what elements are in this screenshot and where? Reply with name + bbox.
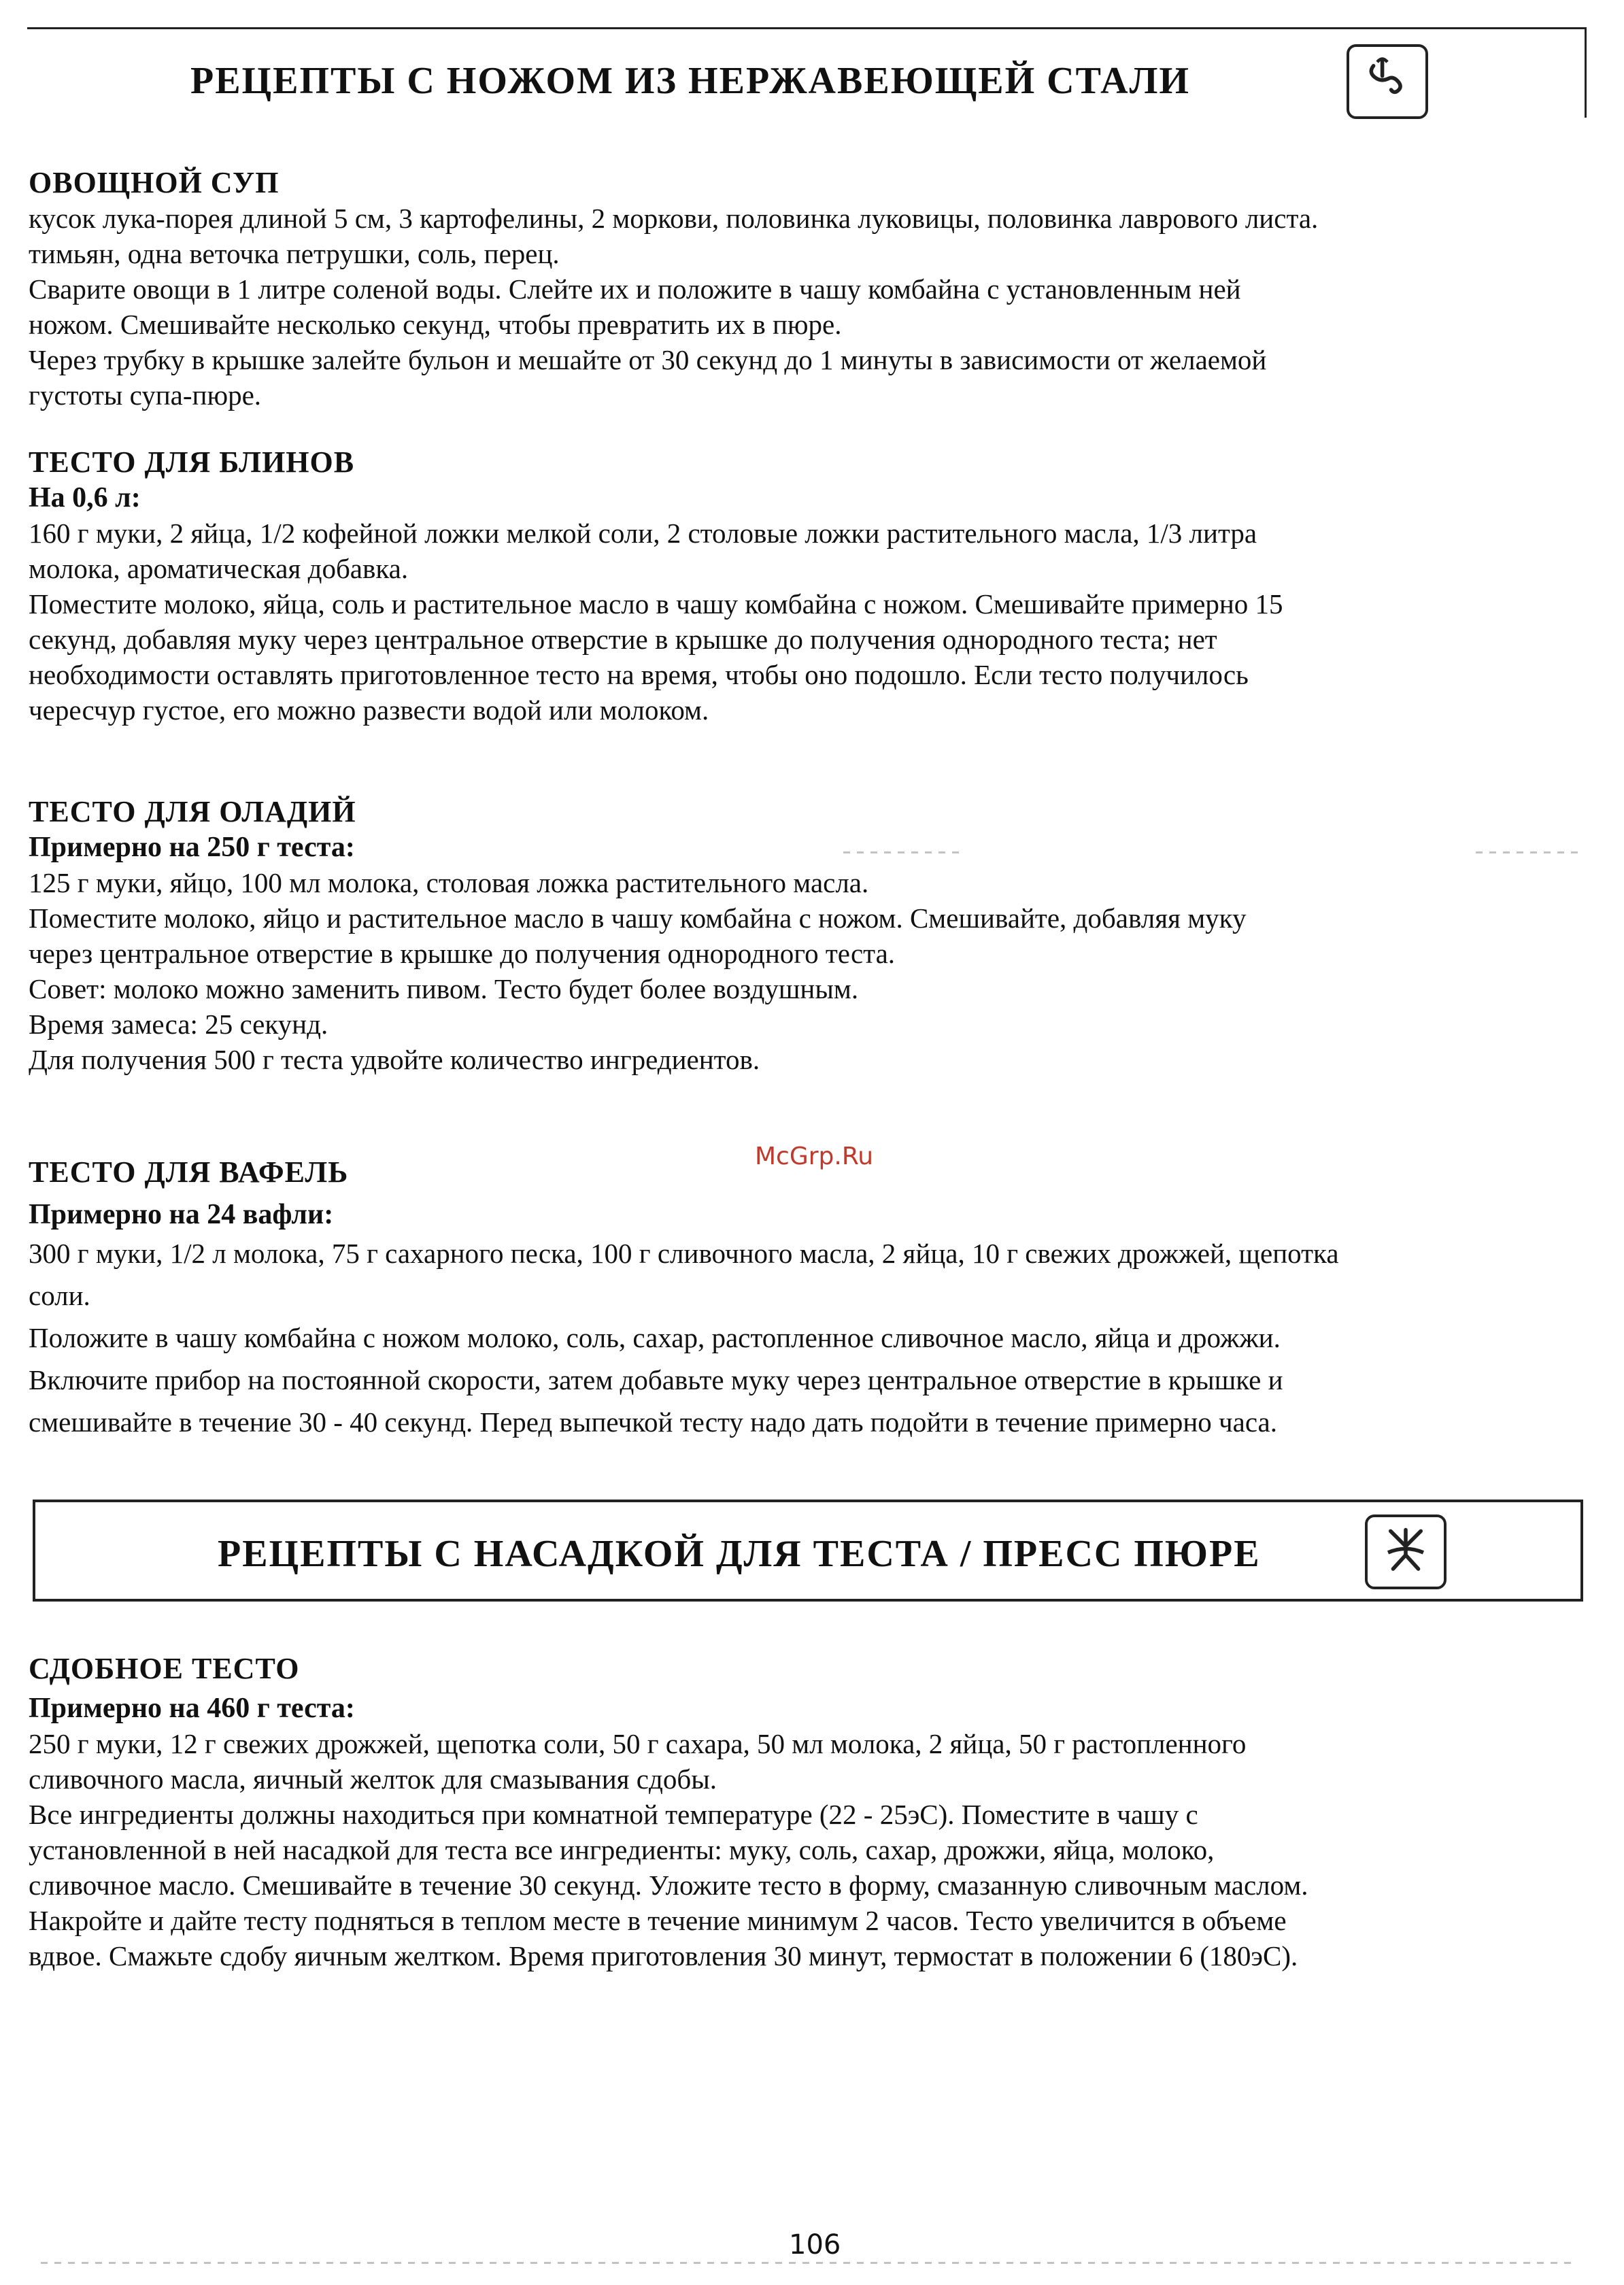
recipe-line: Поместите молоко, яйцо и растительное масло в чашу комбайна с ножом. Смешивайте, добавляя муку [29, 902, 1247, 934]
recipe-waffle-batter [29, 1155, 1593, 1443]
recipe-line: секунд, добавляя муку через центральное отверстие в крышке до получения однородного теста; нет [29, 624, 1217, 655]
recipe-line: Включите прибор на постоянной скорости, затем добавьте муку через центральное отверстие в крышке и [29, 1364, 1283, 1395]
recipe-line: Все ингредиенты должны находиться при комнатной температуре (22 - 25эС). Поместите в чашу с [29, 1799, 1198, 1830]
recipe-line: Для получения 500 г теста удвойте количество ингредиентов. [29, 1044, 760, 1075]
recipe-brioche-dough [29, 1651, 1593, 1974]
blade-icon [1347, 44, 1428, 119]
recipe-line: соли. [29, 1280, 90, 1311]
recipe-subtitle: Примерно на 250 г теста: [29, 832, 355, 863]
recipe-line: необходимости оставлять приготовленное тесто на время, чтобы оно подошло. Если тесто получилось [29, 659, 1249, 690]
recipe-line: 160 г муки, 2 яйца, 1/2 кофейной ложки мелкой соли, 2 столовые ложки растительного масла, 1/3 литра [29, 518, 1257, 549]
recipe-line: кусок лука-порея длиной 5 см, 3 картофелины, 2 моркови, половинка луковицы, половинка лаврового листа. [29, 203, 1319, 234]
recipe-line: сливочное масло. Смешивайте в течение 30 секунд. Уложите тесто в форму, смазанную сливочным маслом. [29, 1869, 1308, 1901]
watermark: McGrp.Ru [755, 1142, 874, 1170]
recipe-line: Совет: молоко можно заменить пивом. Тесто будет более воздушным. [29, 973, 859, 1004]
scan-artifact-line [41, 2262, 1578, 2264]
recipe-vegetable-soup [29, 165, 1593, 413]
recipe-body [29, 1232, 1593, 1443]
recipe-subtitle: Примерно на 24 вафли: [29, 1199, 334, 1230]
recipe-title: ТЕСТО ДЛЯ ВАФЕЛЬ [29, 1155, 349, 1189]
section-header-knife [27, 27, 1587, 118]
dough-hook-icon [1365, 1514, 1447, 1589]
recipe-line: чересчур густое, его можно развести водой или молоком. [29, 694, 709, 726]
recipe-fritter-batter [29, 794, 1593, 1077]
recipe-title: ТЕСТО ДЛЯ БЛИНОВ [29, 445, 355, 479]
page-number: 106 [789, 2229, 841, 2261]
recipe-line: Поместите молоко, яйца, соль и растительное масло в чашу комбайна с ножом. Смешивайте примерно 15 [29, 588, 1283, 620]
section-header-dough-hook [33, 1500, 1583, 1602]
recipe-title: СДОБНОЕ ТЕСТО [29, 1652, 300, 1685]
recipe-line: 250 г муки, 12 г свежих дрожжей, щепотка соли, 50 г сахара, 50 мл молока, 2 яйца, 50 г растопленного [29, 1728, 1247, 1759]
recipe-title: ТЕСТО ДЛЯ ОЛАДИЙ [29, 795, 356, 828]
recipe-line: Накройте и дайте тесту подняться в теплом месте в течение минимум 2 часов. Тесто увеличится в объеме [29, 1905, 1287, 1936]
recipe-line: Время замеса: 25 секунд. [29, 1009, 328, 1040]
recipe-line: смешивайте в течение 30 - 40 секунд. Перед выпечкой тесту надо дать подойти в течение примерно часа. [29, 1406, 1277, 1438]
recipe-line: Положите в чашу комбайна с ножом молоко, соль, сахар, растопленное сливочное масло, яйца и дрожжи. [29, 1322, 1281, 1353]
recipe-line: молока, ароматическая добавка. [29, 553, 409, 584]
recipe-line: 125 г муки, яйцо, 100 мл молока, столовая ложка растительного масла. [29, 867, 869, 898]
scan-artifact-line [1476, 851, 1578, 853]
recipe-line: вдвое. Смажьте сдобу яичным желтком. Время приготовления 30 минут, термостат в положении 6 (180эС). [29, 1940, 1298, 1971]
recipe-line: 300 г муки, 1/2 л молока, 75 г сахарного песка, 100 г сливочного масла, 2 яйца, 10 г свежих дрожжей, щепотка [29, 1238, 1339, 1269]
recipe-line: Сварите овощи в 1 литре соленой воды. Слейте их и положите в чашу комбайна с установленным ней [29, 273, 1241, 305]
recipe-line: установленной в ней насадкой для теста все ингредиенты: муку, соль, сахар, дрожжи, яйца, молоко, [29, 1834, 1215, 1865]
recipe-line: тимьян, одна веточка петрушки, соль, перец. [29, 238, 560, 269]
recipe-line: через центральное отверстие в крышке до получения однородного теста. [29, 938, 896, 969]
recipe-subtitle: На 0,6 л: [29, 482, 141, 513]
header-title-knife: РЕЦЕПТЫ С НОЖОМ ИЗ НЕРЖАВЕЮЩЕЙ СТАЛИ [190, 60, 1190, 102]
recipe-title: ОВОЩНОЙ СУП [29, 166, 280, 199]
recipe-pancake-batter [29, 445, 1593, 728]
header-title-dough-hook: РЕЦЕПТЫ С НАСАДКОЙ ДЛЯ ТЕСТА / ПРЕСС ПЮРЕ [218, 1533, 1261, 1575]
recipe-line: сливочного масла, яичный желток для смазывания сдобы. [29, 1763, 717, 1795]
recipe-line: Через трубку в крышке залейте бульон и мешайте от 30 секунд до 1 минуты в зависимости от желаемой [29, 344, 1267, 375]
recipe-subtitle: Примерно на 460 г теста: [29, 1693, 355, 1724]
recipe-line: густоты супа-пюре. [29, 379, 262, 411]
recipe-line: ножом. Смешивайте несколько секунд, чтобы превратить их в пюре. [29, 309, 842, 340]
scan-artifact-line [843, 851, 966, 853]
